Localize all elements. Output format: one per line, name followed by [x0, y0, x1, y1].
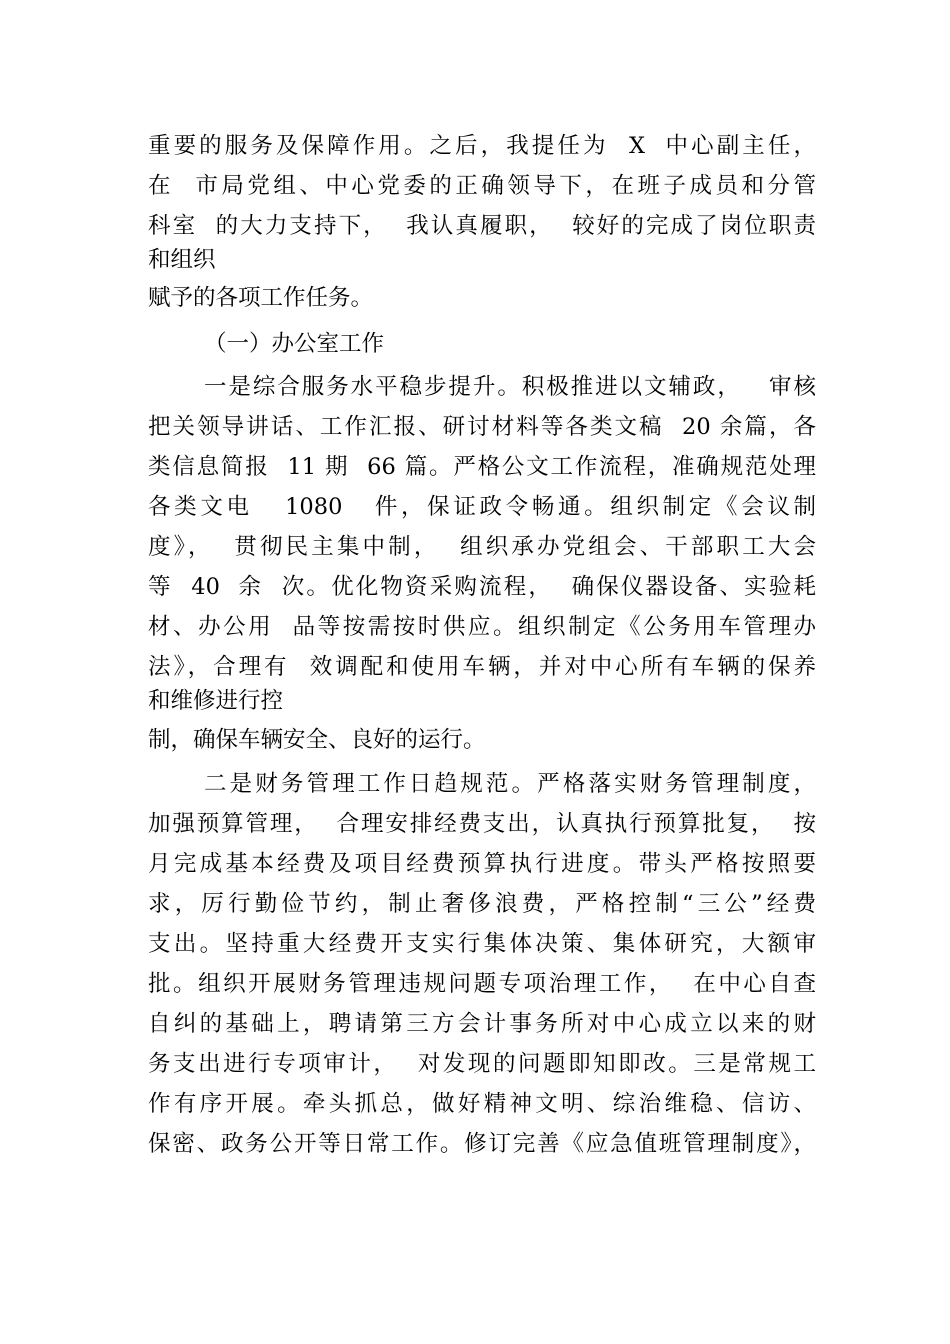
text-line: 科室 的大力支持下， 我认真履职， 较好的完成了岗位职责: [148, 213, 816, 239]
text-line: 和维修进行控: [148, 688, 284, 714]
text-line: 类信息简报 11 期 66 篇。严格公文工作流程，准确规范处理: [148, 454, 816, 480]
section-heading: （一）办公室工作: [204, 331, 385, 357]
text-line: 赋予的各项工作任务。: [148, 285, 374, 311]
document-body: [148, 126, 816, 1164]
text-line: 自纠的基础上，聘请第三方会计事务所对中心成立以来的财: [148, 1011, 816, 1037]
text-line: 把关领导讲话、工作汇报、研讨材料等各类文稿 20 余篇，各: [148, 414, 816, 440]
text-line: 法》，合理有 效调配和使用车辆，并对中心所有车辆的保养: [148, 654, 816, 680]
text-line: 材、办公用 品等按需按时供应。组织制定《公务用车管理办: [148, 614, 816, 640]
text-line: 支出。坚持重大经费开支实行集体决策、集体研究，大额审: [148, 931, 816, 957]
paragraph-first-line: 二是财务管理工作日趋规范。严格落实财务管理制度，: [204, 771, 816, 797]
text-line: 度》， 贯彻民主集中制， 组织承办党组会、干部职工大会: [148, 534, 816, 560]
text-line: 和组织: [148, 247, 216, 273]
text-line: 务支出进行专项审计， 对发现的问题即知即改。三是常规工: [148, 1051, 816, 1077]
text-line: 等 40 余 次。优化物资采购流程， 确保仪器设备、实验耗: [148, 574, 816, 600]
paragraph-first-line: 一是综合服务水平稳步提升。积极推进以文辅政， 审核: [204, 374, 816, 400]
text-line: 批。组织开展财务管理违规问题专项治理工作， 在中心自查: [148, 971, 816, 997]
text-line: 作有序开展。牵头抓总，做好精神文明、综治维稳、信访、: [148, 1091, 816, 1117]
text-line: 制，确保车辆安全、良好的运行。: [148, 727, 486, 753]
text-line: 月完成基本经费及项目经费预算执行进度。带头严格按照要: [148, 851, 816, 877]
text-line: 求，厉行勤俭节约，制止奢侈浪费，严格控制“三公”经费: [148, 891, 816, 917]
text-line: 保密、政务公开等日常工作。修订完善《应急值班管理制度》，: [148, 1131, 816, 1157]
text-line: 在 市局党组、中心党委的正确领导下，在班子成员和分管: [148, 173, 816, 199]
text-line: 加强预算管理， 合理安排经费支出，认真执行预算批复， 按: [148, 811, 816, 837]
text-line: 重要的服务及保障作用。之后，我提任为 X 中心副主任，: [148, 133, 816, 159]
text-line: 各类文电 1080 件，保证政令畅通。组织制定《会议制: [148, 494, 816, 520]
